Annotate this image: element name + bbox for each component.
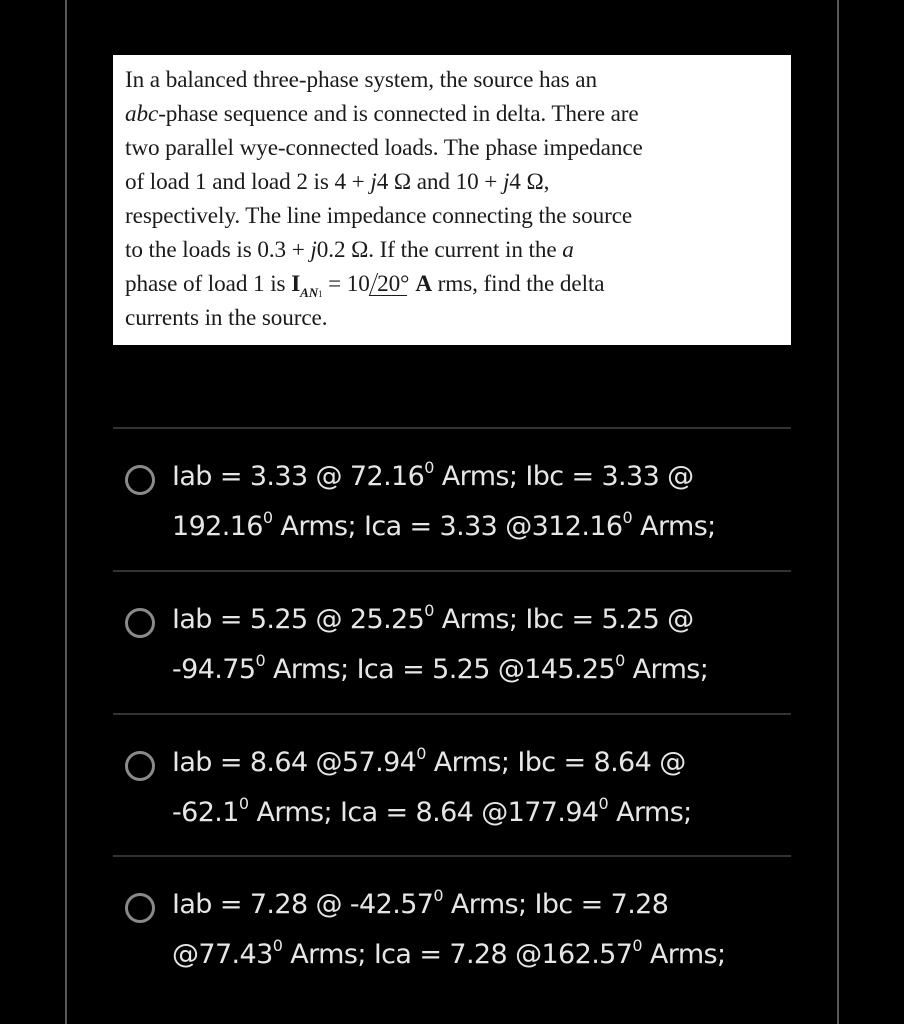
question-line-3: two parallel wye-connected loads. The phase impedance <box>125 135 643 161</box>
divider <box>113 570 791 572</box>
radio-button-icon[interactable] <box>125 893 155 923</box>
question-line-2: abc-phase sequence and is connected in delta. There are <box>125 101 639 127</box>
question-line-4: of load 1 and load 2 is 4 + j4 Ω and 10 + j4 Ω, <box>125 169 550 195</box>
option-label: Iab = 5.25 @ 25.25$^0$ Arms; Ibc = 5.25 @ -94.75$^0$ Arms; Ica = 5.25 @145.25$^0$ Arms; <box>172 601 709 685</box>
phasor-angle-symbol: 20° <box>369 273 416 296</box>
option-label: Iab = 8.64 @57.94$^0$ Arms; Ibc = 8.64 @ -62.1$^0$ Arms; Ica = 8.64 @177.94$^0$ Arms; <box>172 744 692 828</box>
radio-button-icon[interactable] <box>125 751 155 781</box>
radio-button-icon[interactable] <box>125 608 155 638</box>
question-line-8: currents in the source. <box>125 305 328 331</box>
divider <box>113 713 791 715</box>
question-line-5: respectively. The line impedance connecting the source <box>125 203 633 229</box>
question-line-7: phase of load 1 is $I_{AN1} = 10$ 20° A rms, find the delta <box>125 271 605 300</box>
divider <box>113 855 791 857</box>
right-frame-border <box>837 0 839 1024</box>
radio-button-icon[interactable] <box>125 465 155 495</box>
answer-option-4[interactable] <box>113 858 791 998</box>
question-line-1: In a balanced three-phase system, the source has an <box>125 67 597 93</box>
left-frame-border <box>65 0 67 1024</box>
answer-option-3[interactable] <box>113 716 791 856</box>
question-line-6: to the loads is 0.3 + j0.2 Ω. If the current in the a <box>125 237 574 263</box>
current-subscript: AN1 <box>300 285 323 300</box>
option-label: Iab = 3.33 @ 72.16$^0$ Arms; Ibc = 3.33 @ 192.16$^0$ Arms; Ica = 3.33 @312.16$^0$ Arms; <box>172 458 716 542</box>
divider <box>113 427 791 429</box>
option-label: Iab = 7.28 @ -42.57$^0$ Arms; Ibc = 7.28 @77.43$^0$ Arms; Ica = 7.28 @162.57$^0$ Arms; <box>172 886 726 970</box>
question-image <box>113 55 791 345</box>
answer-option-1[interactable] <box>113 430 791 570</box>
answer-option-2[interactable] <box>113 573 791 713</box>
